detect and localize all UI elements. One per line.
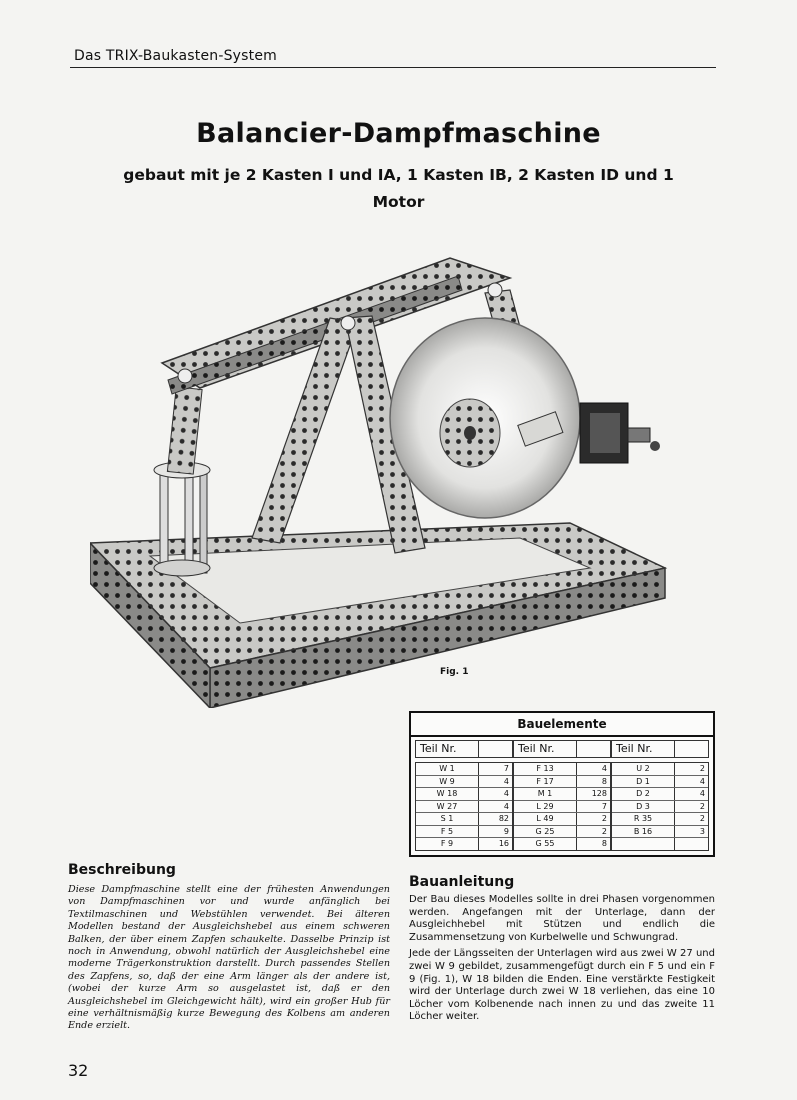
parts-row	[612, 826, 708, 839]
part-number: F 5	[416, 826, 479, 838]
parts-column	[513, 740, 611, 851]
part-quantity: 8	[601, 776, 607, 786]
parts-table-title: Bauelemente	[411, 713, 713, 737]
part-quantity: 2	[699, 814, 705, 823]
parts-row	[612, 813, 708, 826]
parts-column-header	[611, 740, 709, 758]
part-quantity: 4	[503, 801, 509, 811]
part-quantity: 7	[503, 764, 509, 773]
parts-column	[415, 740, 513, 851]
parts-column-header	[513, 740, 611, 758]
part-quantity: 9	[503, 826, 509, 836]
parts-row	[612, 776, 708, 789]
parts-row	[514, 838, 610, 850]
part-number: W 9	[416, 776, 479, 788]
part-quantity: 2	[699, 801, 705, 811]
series-header: Das TRIX-Baukasten-System	[74, 48, 277, 64]
part-number: W 27	[416, 801, 479, 813]
part-quantity: 4	[699, 776, 705, 786]
part-quantity: 4	[699, 789, 705, 798]
part-number: M 1	[514, 788, 577, 800]
parts-column-body	[611, 762, 709, 851]
parts-row	[514, 826, 610, 839]
parts-row	[416, 788, 512, 801]
parts-row	[416, 813, 512, 826]
part-quantity: 7	[601, 801, 607, 811]
part-number: F 13	[514, 763, 577, 775]
part-number: B 16	[612, 826, 675, 838]
instructions-paragraph-2: Jede der Längsseiten der Unterlagen wird aus zwei W 27 und zwei W 9 gebildet, zusammengefügt durch ein F 5 und ein F 9 (Fig. 1), W 18 bilden die Enden. Eine verstärkte Festigkeit wird der Unterlage durch zwei W 18 verliehen, das eine 10 Löcher vom Kolbenende nach innen zu und das zweite 11 Löcher weiter.	[409, 948, 715, 1023]
parts-row	[612, 788, 708, 801]
part-number: F 17	[514, 776, 577, 788]
column-header-qty	[479, 741, 512, 757]
column-header-label: Teil Nr.	[612, 741, 675, 757]
part-quantity: 2	[601, 814, 607, 823]
parts-row	[514, 813, 610, 826]
part-quantity: 4	[503, 789, 509, 798]
part-number: L 49	[514, 813, 577, 825]
page-number: 32	[68, 1061, 89, 1080]
parts-row	[416, 776, 512, 789]
part-number: W 1	[416, 763, 479, 775]
part-quantity: 2	[601, 826, 607, 836]
parts-column	[611, 740, 709, 851]
description-text: Diese Dampfmaschine stellt eine der frühesten Anwendungen von Dampfmaschinen vor und wurde anfänglich bei Textilmaschinen und Webstühlen verwendet. Bei älteren Modellen bestand der Ausgleichshebel aus einem schweren Balken, der über einem Zapfen schaukelte. Dasselbe Prinzip ist noch in Anwendung, obwohl natürlich der Ausgleichshebel eine moderne Trägerkonstruktion darstellt. Durch passendes Stellen des Zapfens, so, daß der eine Arm länger als der andere ist, (wobei der kurze Arm so ausgelastet ist, daß er den Ausgleichshebel im Gleichgewicht hält), wird ein großer Hub für eine verhältnismäßig kurze Bewegung des Kolbens am anderen Ende erzielt.	[68, 884, 390, 1032]
column-header-label: Teil Nr.	[416, 741, 479, 757]
piston-rod-strip	[167, 387, 202, 474]
parts-row	[514, 776, 610, 789]
part-quantity: 8	[601, 839, 607, 848]
part-quantity: 16	[498, 839, 509, 848]
parts-row	[612, 801, 708, 814]
part-number: W 18	[416, 788, 479, 800]
parts-row	[514, 801, 610, 814]
part-quantity: 128	[591, 789, 607, 798]
parts-column-body	[415, 762, 513, 851]
steam-engine-model-illustration	[90, 238, 680, 708]
part-number: R 35	[612, 813, 675, 825]
part-number: G 55	[514, 838, 577, 850]
parts-row	[612, 838, 708, 850]
part-quantity: 2	[699, 764, 705, 773]
column-header-qty	[675, 741, 708, 757]
part-number: L 29	[514, 801, 577, 813]
part-number: S 1	[416, 813, 479, 825]
column-header-label: Teil Nr.	[514, 741, 577, 757]
parts-table	[409, 711, 715, 857]
instructions-text	[409, 894, 715, 1028]
instructions-paragraph-1: Der Bau dieses Modelles sollte in drei Phasen vorgenommen werden. Angefangen mit der Unterlage, dann der Ausgleichhebel mit Stützen und endlich die Zusammensetzung von Kurbelwelle und Schwungrad.	[409, 894, 715, 943]
parts-column-body	[513, 762, 611, 851]
parts-column-header	[415, 740, 513, 758]
parts-row	[612, 763, 708, 776]
part-number: F 9	[416, 838, 479, 850]
parts-row	[416, 801, 512, 814]
part-number: D 2	[612, 788, 675, 800]
parts-table-grid	[411, 737, 713, 855]
parts-row	[416, 826, 512, 839]
instructions-heading: Bauanleitung	[409, 874, 515, 890]
part-quantity: 3	[699, 826, 705, 836]
part-number	[612, 838, 675, 850]
column-header-qty	[577, 741, 610, 757]
figure-caption: Fig. 1	[440, 667, 469, 677]
part-quantity	[675, 838, 708, 850]
part-number: G 25	[514, 826, 577, 838]
part-quantity: 4	[601, 764, 607, 773]
parts-row	[514, 763, 610, 776]
page-subtitle: gebaut mit je 2 Kasten I und IA, 1 Kasten IB, 2 Kasten ID und 1 Motor	[123, 166, 674, 211]
parts-row	[416, 838, 512, 850]
description-heading: Beschreibung	[68, 862, 176, 878]
part-quantity: 82	[498, 814, 509, 823]
parts-row	[416, 763, 512, 776]
page-title: Balancier-Dampfmaschine	[196, 118, 601, 149]
part-number: U 2	[612, 763, 675, 775]
part-number: D 1	[612, 776, 675, 788]
header-rule	[70, 67, 716, 68]
electric-motor	[580, 403, 660, 463]
parts-row	[514, 788, 610, 801]
part-number: D 3	[612, 801, 675, 813]
part-quantity: 4	[503, 776, 509, 786]
